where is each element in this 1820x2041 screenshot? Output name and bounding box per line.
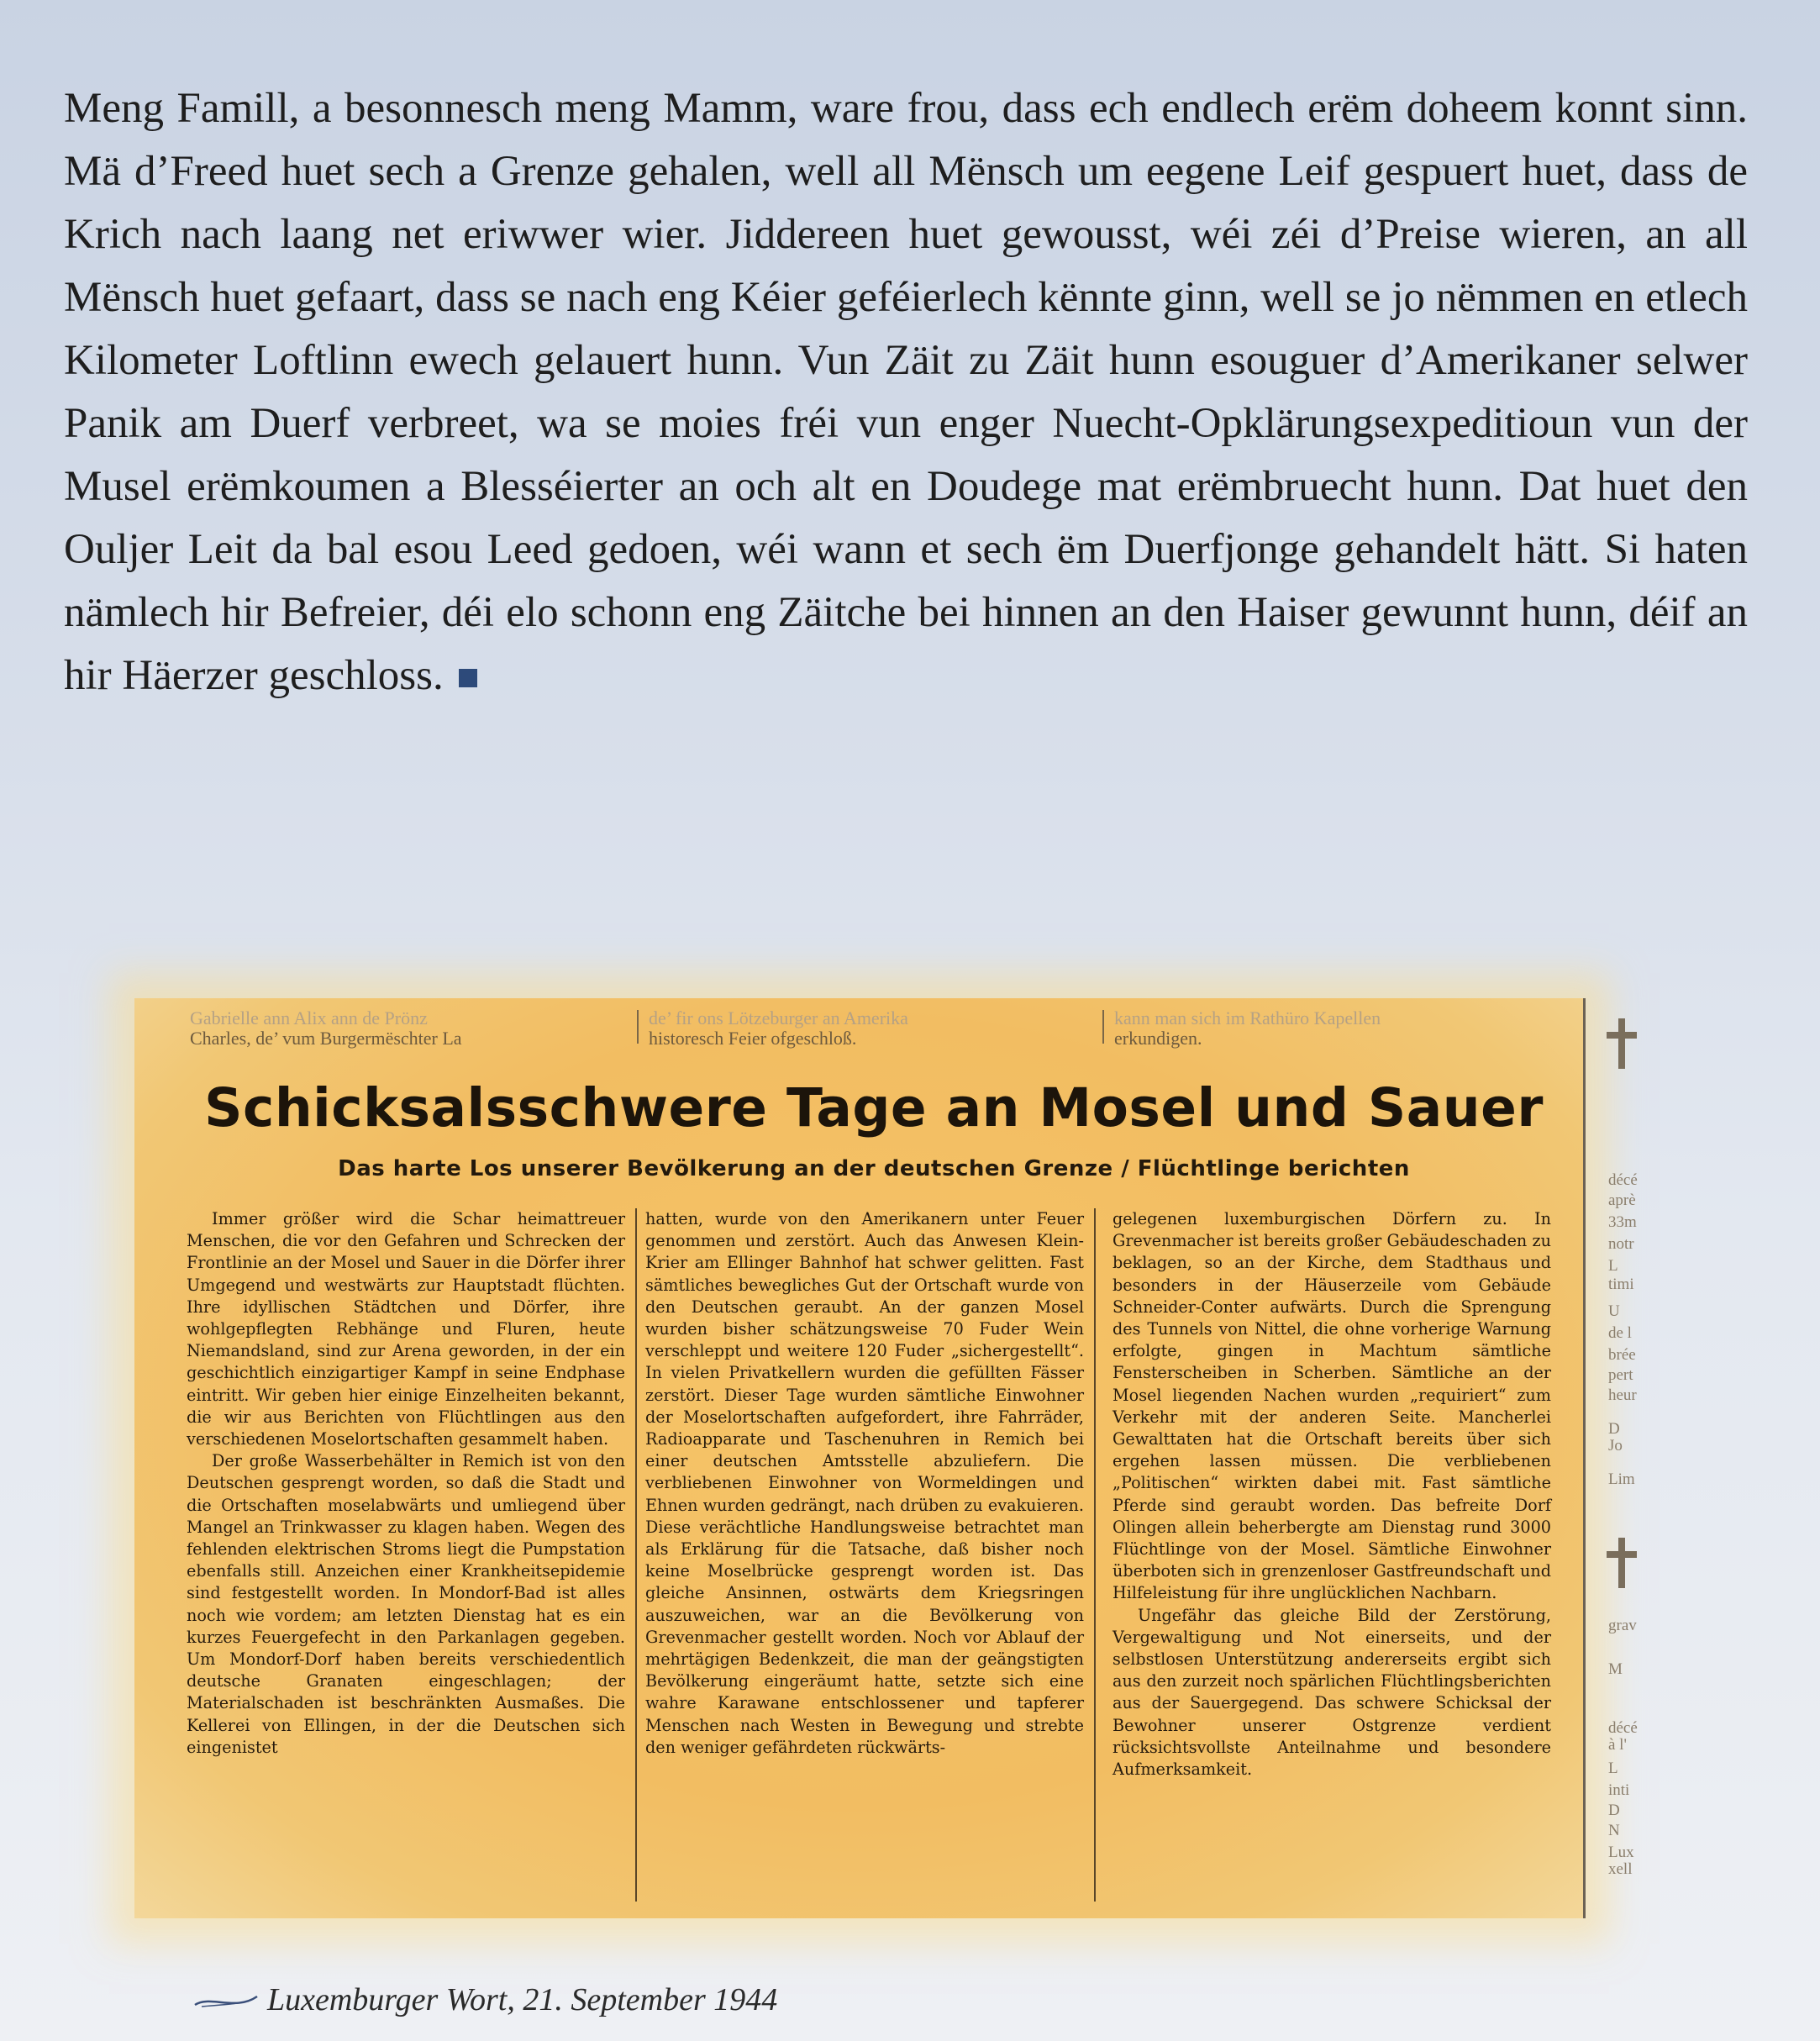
- clipping-caption: Luxemburger Wort, 21. September 1944: [267, 1982, 778, 2017]
- margin-fragment: grav: [1608, 1617, 1637, 1634]
- margin-fragment: N: [1608, 1822, 1620, 1839]
- end-of-article-square-icon: [459, 669, 477, 687]
- margin-fragment: xell: [1608, 1860, 1633, 1878]
- margin-fragment: à l': [1608, 1736, 1627, 1754]
- margin-fragment: de l: [1608, 1324, 1632, 1342]
- column-rule-2: [1094, 1208, 1096, 1902]
- adjacent-obituary-strip: [1583, 998, 1628, 1918]
- column-1-paragraph-2: Der große Wasserbehälter in Remich ist von den Deutschen gesprengt worden, so daß die Stadt und die Ortschaften moselabwärts und umliegend über Mangel an Trinkwasser zu klagen haben. Wegen des fehlenden elektrischen Stroms liegt die Pumpstation ebenfalls still. Anzeichen einer Krankheitsepidemie sind festgestellt worden. In Mondorf-Bad ist alles noch wie vordem; am letzten Dienstag hat es ein kurzes Feuergefecht in den Parkanlagen gegeben. Um Mondorf-Dorf haben bereits verschiedentlich deutsche Granaten eingeschlagen; der Materialschaden ist beschränkten Ausmaßes. Die Kellerei von Ellingen, in der die Deutschen sich eingenistet: [187, 1451, 625, 1757]
- top-fragment-3: [1114, 1008, 1551, 1049]
- margin-fragment: aprè: [1608, 1191, 1636, 1209]
- margin-fragment: heur: [1608, 1386, 1637, 1404]
- obituary-cross-icon: [1603, 1018, 1640, 1069]
- margin-fragment: L: [1608, 1257, 1618, 1275]
- top-divider-1: [637, 1010, 639, 1044]
- margin-fragment: D: [1608, 1420, 1620, 1438]
- margin-fragment: notr: [1608, 1235, 1634, 1253]
- top-fragment-1-line1: Gabrielle ann Alix ann de Prönz: [190, 1007, 428, 1028]
- top-fragment-1-line2: Charles, de’ vum Burgermëschter La: [190, 1028, 462, 1049]
- clipping-subheadline: Das harte Los unserer Bevölkerung an der deutschen Grenze / Flüchtlinge berichten: [338, 1156, 1410, 1181]
- article-column-1: [187, 1208, 625, 1759]
- article-column-2: [645, 1208, 1084, 1759]
- margin-fragment: Lim: [1608, 1470, 1635, 1488]
- top-fragment-2-line2: historesch Feier ofgeschloß.: [649, 1028, 857, 1049]
- clipping-top-fragments: [190, 1008, 1551, 1049]
- column-2-paragraph-1: hatten, wurde von den Amerikanern unter Feuer genommen und zerstört. Auch das Anwesen Klein-Krier am Ellinger Bahnhof hat schwer gelitten. Fast sämtliches bewegliches Gut der Ortschaft wurde von den Deutschen geraubt. An der ganzen Mosel wurden bisher schätzungsweise 70 Fuder Wein verschleppt und weitere 120 Fuder „sichergestellt“. In vielen Privatkellern wurden die gefüllten Fässer zerstört. Dieser Tage wurden sämtliche Einwohner der Moselortschaften aufgefordert, ihre Fahrräder, Radioapparate und Taschenuhren in Remich bei einer deutschen Amtsstelle abzuliefern. Die verbliebenen Einwohner von Wormeldingen und Ehnen wurden gedrängt, nach drüben zu evakuieren. Diese verächtliche Handlungsweise betrachtet man als Erklärung für die Tatsache, daß bisher noch keine Moselbrücke gesprengt worden ist. Das gleiche Ansinnen, ostwärts dem Kriegsringen auszuweichen, war an die Bevölkerung von Grevenmacher gestellt worden. Noch vor Ablauf der mehrtägigen Bedenkzeit, die man der geängstigten Bevölkerung eingeräumt hatte, setzte sich eine wahre Karawane entschlossener und tapferer Menschen nach Westen in Bewegung und strebte den weniger gefährdeten rückwärts-: [645, 1209, 1084, 1757]
- top-fragment-2: [649, 1008, 1094, 1049]
- clipping-headline: Schicksalsschwere Tage an Mosel und Sauer: [204, 1077, 1544, 1139]
- margin-fragment: L: [1608, 1760, 1618, 1777]
- top-fragment-1: [190, 1008, 627, 1049]
- margin-fragment: brée: [1608, 1346, 1636, 1364]
- margin-fragment: Lux: [1608, 1844, 1634, 1861]
- top-fragment-3-line2: erkundigen.: [1114, 1028, 1202, 1049]
- top-fragment-2-line1: de’ fir ons Lötzeburger an Amerika: [649, 1007, 908, 1028]
- column-3-paragraph-2: Ungefähr das gleiche Bild der Zerstörung, Vergewaltigung und Not einerseits, und der selbstlosen Unterstützung andererseits ergibt sich aus den zurzeit noch spärlichen Flüchtlingsberichten aus der Sauergegend. Das schwere Schicksal der Bewohner unserer Ostgrenze verdient rücksichtsvollste Anteilnahme und besondere Aufmerksamkeit.: [1113, 1605, 1551, 1780]
- intro-paragraph: [64, 77, 1748, 708]
- article-column-3: [1113, 1208, 1551, 1781]
- margin-fragment: D: [1608, 1802, 1620, 1819]
- top-divider-2: [1102, 1010, 1104, 1044]
- margin-fragment: décé: [1608, 1171, 1638, 1189]
- newspaper-clipping: [134, 998, 1638, 1918]
- column-1-paragraph-1: Immer größer wird die Schar heimattreuer Menschen, die vor den Gefahren und Schrecken der Frontlinie an der Mosel und Sauer in die Dörfer ihrer Umgegend und westwärts zur Hauptstadt flüchten. Ihre idyllischen Städtchen und Dörfer, ihre wohlgepflegten Rebhänge und Fluren, heute Niemandsland, sind zur Arena geworden, in der ein geschichtlich einzigartiger Kampf in seine Endphase eintritt. Wir geben hier einige Einzelheiten bekannt, die wir aus Berichten von Flüchtlingen aus den verschiedenen Moselortschaften gesammelt haben.: [187, 1209, 625, 1449]
- margin-fragment: pert: [1608, 1366, 1633, 1384]
- column-3-paragraph-1: gelegenen luxemburgischen Dörfern zu. In Grevenmacher ist bereits großer Gebäudeschaden zu beklagen, so an der Kirche, dem Stadthaus und besonders in der Häuserzeile vom Gebäude Schneider-Conter aufwärts. Durch die Sprengung des Tunnels von Nittel, die ohne vorherige Warnung erfolgte, gingen in Machtum sämtliche Fensterscheiben in Scherben. Sämtliche an der Mosel liegenden Nachen wurden „requiriert“ zum Verkehr mit der anderen Seite. Mancherlei Gewalttaten hat die Ortschaft bereits über sich ergehen lassen müssen. Die verbliebenen „Politischen“ wirkten dabei mit. Fast sämtliche Pferde sind geraubt worden. Das befreite Dorf Olingen allein beherbergte am Dienstag rund 3000 Flüchtlinge von der Mosel. Sämtliche Einwohner überboten sich in grenzenloser Gastfreundschaft und Hilfeleistung für ihre unglücklichen Nachbarn.: [1113, 1209, 1551, 1603]
- intro-text: Meng Famill, a besonnesch meng Mamm, ware frou, dass ech endlech erëm doheem konnt sinn. Mä d’Freed huet sech a Grenze gehalen, well all Mënsch um eegene Leif gespuert huet, dass de Krich nach laang net eriwwer wier. Jiddereen huet gewousst, wéi zéi d’Preise wieren, an all Mënsch huet gefaart, dass se nach eng Kéier geféierlech kënnte ginn, well se jo nëmmen en etlech Kilometer Loftlinn ewech gelauert hunn. Vun Zäit zu Zäit hunn esouguer d’Amerikaner selwer Panik am Duerf verbreet, wa se moies fréi vun enger Nuecht-Opklärungsexpeditioun vun der Musel erëmkoumen a Blesséierter an och alt en Doudege mat erëmbruecht hunn. Dat huet den Ouljer Leit da bal esou Leed gedoen, wéi wann et sech ëm Duerfjonge gehandelt hätt. Si haten nämlech hir Befreier, déi elo schonn eng Zäitche bei hinnen an den Haiser gewunnt hunn, déif an hir Häerzer geschloss.: [64, 85, 1748, 699]
- caption-swash-icon: [193, 1986, 259, 2012]
- margin-fragment: inti: [1608, 1781, 1630, 1799]
- margin-fragment: Jo: [1608, 1437, 1623, 1454]
- margin-fragment: M: [1608, 1660, 1623, 1678]
- obituary-cross-icon: [1603, 1538, 1640, 1588]
- top-fragment-3-line1: kann man sich im Rathüro Kapellen: [1114, 1007, 1381, 1028]
- column-rule-1: [635, 1208, 637, 1902]
- margin-fragment: décé: [1608, 1719, 1638, 1737]
- margin-fragment: timi: [1608, 1276, 1634, 1293]
- margin-fragment: 33m: [1608, 1213, 1637, 1231]
- margin-fragment: U: [1608, 1302, 1620, 1320]
